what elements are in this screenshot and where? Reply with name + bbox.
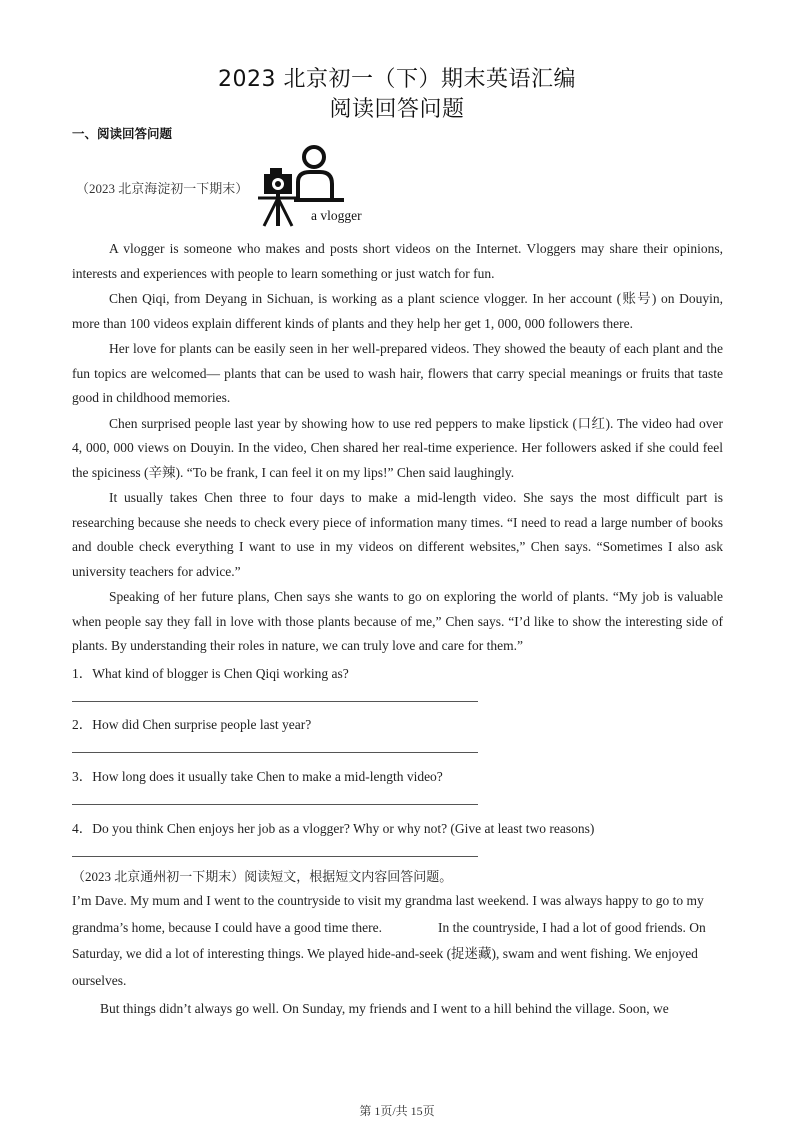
passage2-source: （2023 北京通州初一下期末）阅读短文，根据短文内容回答问题。: [72, 869, 453, 884]
question-4: 4．Do you think Chen enjoys her job as a vlogger? Why or why not? (Give at least two reasons): [72, 821, 595, 836]
answer-line-2[interactable]: [72, 752, 478, 753]
image-caption: a vlogger: [311, 208, 362, 223]
page-title: 2023 北京初一（下）期末英语汇编: [218, 67, 576, 92]
paragraph: Chen surprised people last year by showing how to use red peppers to make lipstick (口红). The video had over 4, 000, 000 views on Douyin. In the video, Chen shared her real-time experience. Her followers asked if she could feel the spiciness (辛辣). “To be frank, I can feel it on my lips!” Chen said laughingly.: [72, 415, 723, 480]
paragraph: It usually takes Chen three to four days to make a mid-length video. She says the most difficult part is researching because she needs to check every piece of information many times. “I need to read a large number of books and double check everything I want to use in my videos on different websites,” Chen says. “Sometimes I also ask university teachers for advice.”: [72, 490, 723, 579]
question-2: 2．How did Chen surprise people last year?: [72, 717, 312, 732]
passage2-body: [72, 888, 724, 1023]
question-3: 3．How long does it usually take Chen to make a mid-length video?: [72, 769, 443, 784]
paragraph: Her love for plants can be easily seen in her well-prepared videos. They showed the beauty of each plant and the fun topics are welcomed— plants that can be used to wash hair, flowers that carry special meanings or fruits that taste good in childhood memories.: [72, 341, 723, 405]
passage2-text: In the countryside, I had a lot of good friends. On Saturday, we did a lot of interesting things. We played hide-and-seek (捉迷藏), swam and went fishing. We enjoyed ourselves.: [72, 919, 706, 988]
answer-line-1[interactable]: [72, 701, 478, 702]
question-1: 1．What kind of blogger is Chen Qiqi working as?: [72, 666, 349, 681]
passage2-text: I’m Dave. My mum and I went to the countryside to visit my grandma last weekend. I was always happy to go to my grandma’s home, because I could have a good time there.: [72, 893, 704, 935]
paragraph: Chen Qiqi, from Deyang in Sichuan, is working as a plant science vlogger. In her account (账号) on Douyin, more than 100 videos explain different kinds of plants and they help her get 1, 000, 000 followers there.: [72, 291, 723, 331]
paragraph: Speaking of her future plans, Chen says she wants to go on exploring the world of plants. “My job is valuable when people say they fall in love with those plants because of me,” Chen says. “I’d like to show the interesting side of plants. By understanding their roles in nature, we can truly love and care for them.”: [72, 589, 723, 653]
answer-line-3[interactable]: [72, 804, 478, 805]
passage1-source: （2023 北京海淀初一下期末）: [76, 181, 249, 196]
page-subtitle: 阅读回答问题: [329, 97, 465, 122]
page-number: 第 1页/共 15页: [359, 1104, 435, 1118]
section-heading: 一、阅读回答问题: [72, 126, 173, 141]
passage1-body: [72, 237, 723, 660]
passage2-text: But things didn’t always go well. On Sunday, my friends and I went to a hill behind the village. Soon, we: [100, 1001, 669, 1016]
paragraph: A vlogger is someone who makes and posts short videos on the Internet. Vloggers may share their opinions, interests and experiences with people to learn something or just watch for fun.: [72, 241, 723, 281]
answer-line-4[interactable]: [72, 856, 478, 857]
